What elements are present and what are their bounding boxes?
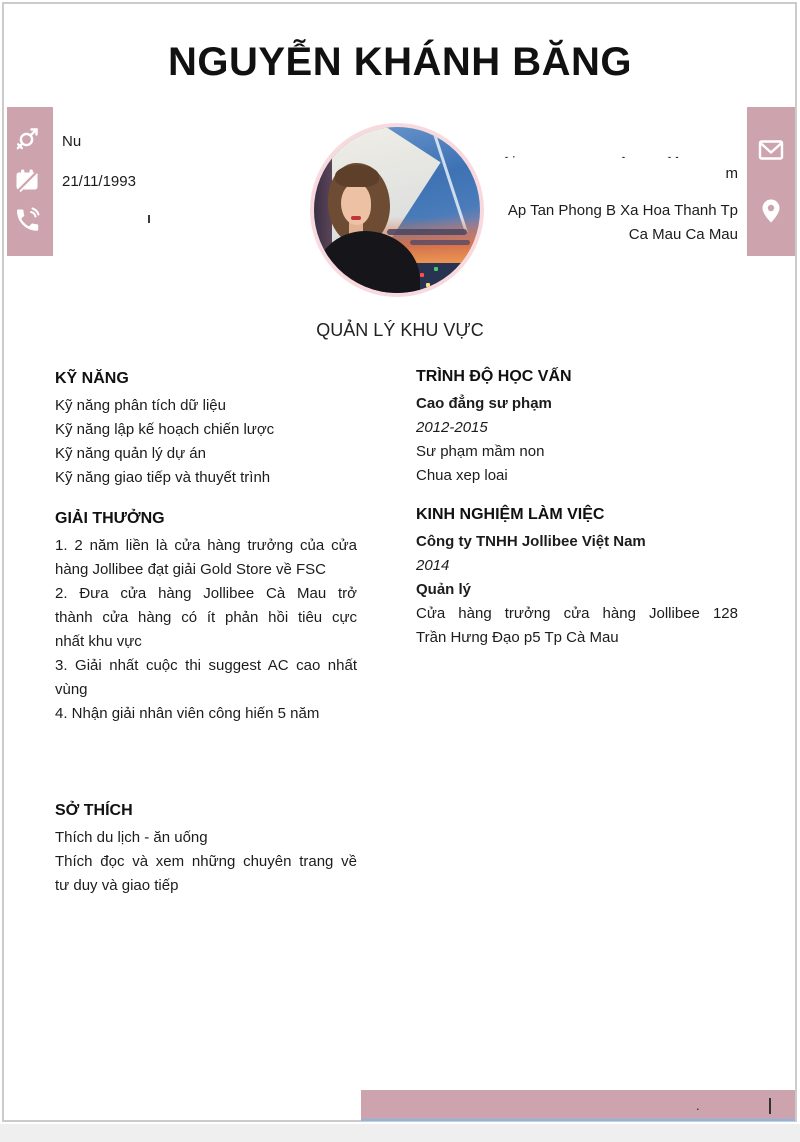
section-title: KỸ NĂNG [55, 370, 129, 387]
email-fragment: - [622, 152, 626, 162]
section-kinh-nghiem-lam-viec [416, 504, 738, 650]
page-title: NGUYỄN KHÁNH BĂNG [167, 40, 633, 84]
text-line: 2014 [416, 557, 450, 574]
header-right-band [747, 107, 795, 256]
text-line: Cao đẳng sư phạm [416, 395, 552, 412]
text-line: 2. Đưa cửa hàng Jollibee Cà Mau trở [55, 585, 357, 602]
text-line: Kỹ năng quản lý dự án [55, 445, 206, 462]
section-ky-nang [55, 368, 357, 490]
text-line: Kỹ năng giao tiếp và thuyết trình [55, 469, 271, 486]
gender-value: Nu [62, 133, 82, 150]
footer-field[interactable] [361, 1090, 795, 1119]
location-icon [757, 197, 785, 225]
email-fragment: - - [668, 152, 680, 162]
section-title: TRÌNH ĐỘ HỌC VẤN [416, 368, 572, 385]
left-column [55, 368, 357, 898]
section-trinh-do-hoc-van [416, 366, 738, 488]
text-line: hàng Jollibee đạt giải Gold Store về FSC [55, 561, 326, 578]
footer-field-underline [361, 1119, 795, 1121]
text-line: Thích đọc và xem những chuyên trang về [55, 853, 357, 870]
gender-icon [13, 126, 41, 154]
photo-city-light [426, 283, 430, 287]
text-line: tư duy và giao tiếp [55, 877, 179, 894]
text-line: Kỹ năng lập kế hoạch chiến lược [55, 421, 275, 438]
profile-photo [310, 123, 484, 297]
page-bottom-margin [0, 1124, 800, 1142]
text-line: 3. Giải nhất cuộc thi suggest AC cao nhất [55, 657, 357, 674]
phone-icon [13, 206, 41, 234]
text-line: Công ty TNHH Jollibee Việt Nam [416, 533, 646, 550]
email-tail: m [725, 165, 738, 182]
photo-city-light [434, 267, 438, 271]
right-column [416, 366, 738, 650]
section-title: GIẢI THƯỞNG [55, 510, 165, 527]
photo-person-lips [351, 216, 361, 220]
section-giai-thuong [55, 508, 357, 726]
photo-city-light [420, 273, 424, 277]
text-line: nhất khu vực [55, 633, 142, 650]
mail-icon [757, 136, 785, 164]
text-line: 4. Nhận giải nhân viên công hiến 5 năm [55, 705, 320, 722]
text-line: Thích du lịch - ăn uống [55, 829, 208, 846]
section-title: SỞ THÍCH [55, 802, 133, 819]
text-line: Quản lý [416, 581, 472, 598]
text-cursor [769, 1098, 771, 1114]
text-line: thành cửa hàng có ít phản hồi tiêu cực [55, 609, 357, 626]
phone-redacted-mark [148, 215, 150, 223]
photo-cloud [410, 240, 470, 245]
text-line: Trần Hưng Đạo p5 Tp Cà Mau [416, 629, 619, 646]
text-line: Cửa hàng trưởng cửa hàng Jollibee 128 [416, 605, 738, 622]
section-title: KINH NGHIỆM LÀM VIỆC [416, 506, 605, 523]
footer-dot: . [696, 1098, 700, 1113]
text-line: Sư phạm mầm non [416, 443, 545, 460]
text-line: Chua xep loai [416, 467, 508, 484]
section-so-thich [55, 800, 357, 898]
birthdate-value: 21/11/1993 [62, 173, 136, 190]
email-fragment: - · [505, 152, 517, 162]
job-title: QUẢN LÝ KHU VỰC [316, 320, 484, 340]
text-line: Kỹ năng phân tích dữ liệu [55, 397, 226, 414]
text-line: 2012-2015 [416, 419, 488, 436]
calendar-icon [13, 167, 41, 195]
address-line-2: Ca Mau Ca Mau [628, 226, 738, 243]
photo-cloud [387, 229, 467, 235]
text-line: vùng [55, 681, 88, 698]
photo-person-bangs [335, 165, 379, 187]
text-line: 1. 2 năm liền là cửa hàng trưởng của cửa [55, 537, 357, 554]
address-line-1: Ap Tan Phong B Xa Hoa Thanh Tp [507, 202, 738, 219]
